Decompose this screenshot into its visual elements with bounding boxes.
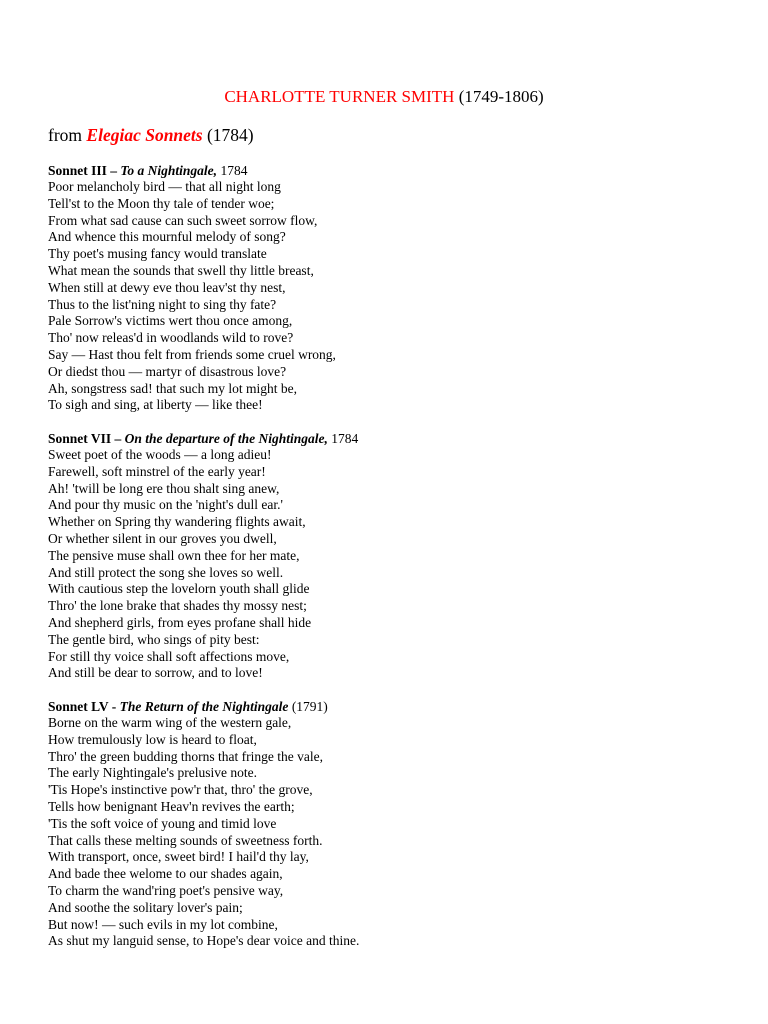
sonnet-heading: [48, 162, 336, 179]
source-line: [48, 124, 254, 146]
poem-line: With transport, once, sweet bird! I hail'd thy lay,: [48, 849, 309, 865]
poem-line: Pale Sorrow's victims wert thou once among,: [48, 313, 293, 329]
sonnet-title: The Return of the Nightingale: [119, 699, 289, 714]
poem-line: That calls these melting sounds of sweetness forth.: [48, 832, 323, 848]
poem-line: But now! — such evils in my lot combine,: [48, 916, 278, 932]
poem-line: And pour thy music on the 'night's dull ear.': [48, 497, 283, 513]
sonnet-title: On the departure of the Nightingale,: [124, 431, 328, 446]
author-name: CHARLOTTE TURNER SMITH: [224, 87, 455, 106]
work-year: (1784): [206, 125, 254, 145]
sonnet-year: 1784: [327, 431, 359, 446]
poem-line: Whether on Spring thy wandering flights await,: [48, 514, 306, 530]
source-prefix: from: [48, 125, 83, 145]
poem-line: Ah, songstress sad! that such my lot might be,: [48, 380, 297, 396]
poem-line: To charm the wand'ring poet's pensive way,: [48, 882, 284, 898]
poem-line: Thus to the list'ning night to sing thy fate?: [48, 296, 277, 312]
poem-line: Thy poet's musing fancy would translate: [48, 246, 267, 262]
sonnet-number: Sonnet VII –: [48, 431, 125, 446]
sonnet-number: Sonnet LV -: [48, 699, 120, 714]
poem-line: Tells how benignant Heav'n revives the earth;: [48, 798, 295, 814]
sonnet-lv: [48, 698, 359, 950]
poem-line: And still protect the song she loves so well.: [48, 564, 284, 580]
poem-line: Poor melancholy bird — that all night long: [48, 179, 281, 194]
sonnet-year: (1791): [288, 699, 328, 714]
poem-line: 'Tis Hope's instinctive pow'r that, thro' the grove,: [48, 782, 313, 798]
sonnet-title: To a Nightingale,: [120, 163, 218, 178]
poem-line: The early Nightingale's prelusive note.: [48, 765, 257, 781]
poem-line: And shepherd girls, from eyes profane shall hide: [48, 614, 312, 630]
poem-line: And bade thee welome to our shades again,: [48, 866, 283, 882]
poem-line: When still at dewy eve thou leav'st thy nest,: [48, 279, 286, 295]
poem-line: And soothe the solitary lover's pain;: [48, 899, 243, 915]
sonnet-year: 1784: [217, 163, 248, 178]
poem-line: The gentle bird, who sings of pity best:: [48, 631, 260, 647]
sonnet-number: Sonnet III –: [48, 163, 121, 178]
poem-line: Ah! 'twill be long ere thou shalt sing anew,: [48, 480, 280, 496]
poem-line: And still be dear to sorrow, and to love!: [48, 665, 263, 681]
poem-line: Borne on the warm wing of the western gale,: [48, 715, 292, 730]
poem-line: What mean the sounds that swell thy little breast,: [48, 262, 314, 278]
poem-line: And whence this mournful melody of song?: [48, 229, 286, 245]
poem-line: As shut my languid sense, to Hope's dear voice and thine.: [48, 933, 360, 949]
poem-line: With cautious step the lovelorn youth shall glide: [48, 581, 310, 597]
sonnet-heading: [48, 430, 358, 447]
poem-line: Say — Hast thou felt from friends some cruel wrong,: [48, 346, 336, 362]
poem-line: To sigh and sing, at liberty — like thee!: [48, 397, 263, 413]
page-title: [0, 87, 768, 107]
poem-line: For still thy voice shall soft affections move,: [48, 648, 290, 664]
poem-line: How tremulously low is heard to float,: [48, 731, 257, 747]
poem-line: The pensive muse shall own thee for her mate,: [48, 547, 300, 563]
poem-line: Tell'st to the Moon thy tale of tender woe;: [48, 195, 275, 211]
poem-line: Or diedst thou — martyr of disastrous love?: [48, 363, 287, 379]
poem-line: Sweet poet of the woods — a long adieu!: [48, 447, 272, 462]
author-dates: (1749-1806): [458, 87, 544, 106]
poem-line: From what sad cause can such sweet sorrow flow,: [48, 212, 318, 228]
work-title: Elegiac Sonnets: [86, 125, 203, 145]
sonnet-iii: [48, 162, 336, 414]
poem-line: Or whether silent in our groves you dwell,: [48, 530, 277, 546]
poem-line: Thro' the green budding thorns that fringe the vale,: [48, 748, 323, 764]
poem-line: Thro' the lone brake that shades thy mossy nest;: [48, 598, 307, 614]
poem-line: Tho' now releas'd in woodlands wild to rove?: [48, 330, 294, 346]
sonnet-vii: [48, 430, 358, 682]
poem-line: Farewell, soft minstrel of the early year!: [48, 463, 266, 479]
poem-line: 'Tis the soft voice of young and timid love: [48, 815, 277, 831]
sonnet-heading: [48, 698, 359, 715]
